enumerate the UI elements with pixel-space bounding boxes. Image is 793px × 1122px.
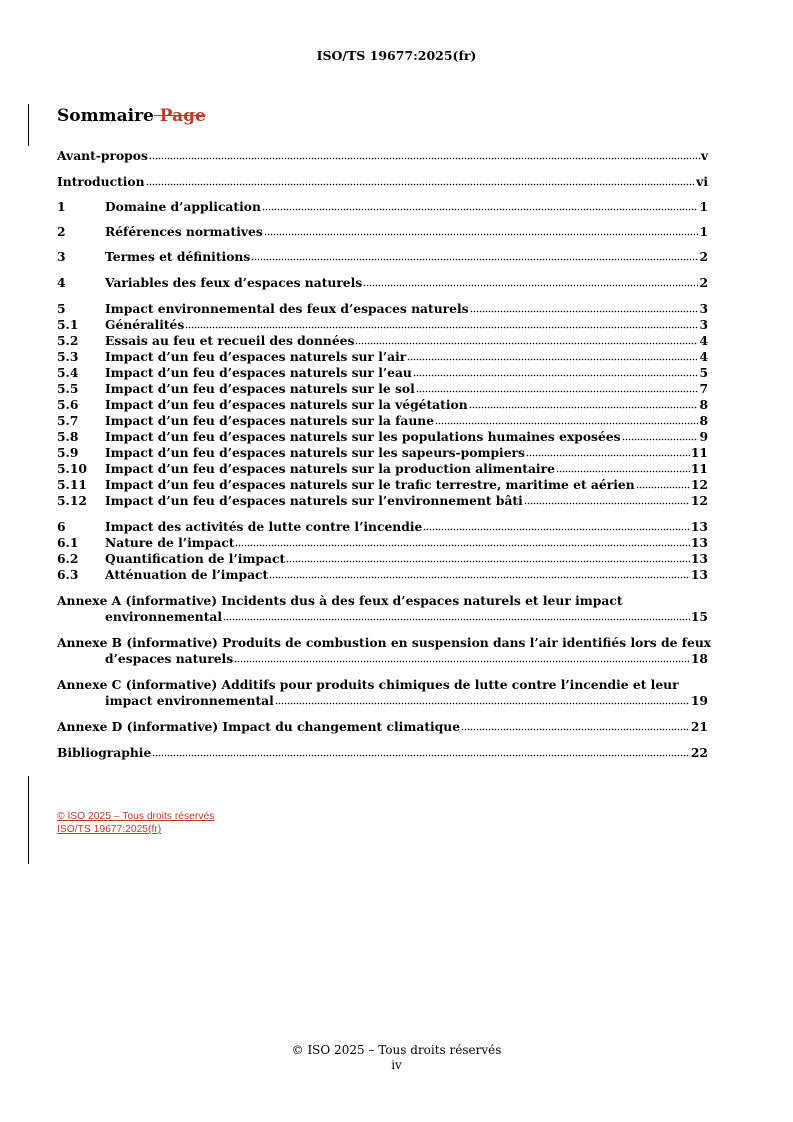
toc-entry-4[interactable]	[57, 275, 708, 291]
dot-leader	[526, 454, 690, 457]
toc-entry-6-1[interactable]	[57, 535, 708, 551]
dot-leader	[556, 470, 690, 473]
toc-entry-text: Impact d’un feu d’espaces naturels sur la faune	[105, 413, 435, 428]
toc-entry-5-5[interactable]	[57, 381, 708, 397]
toc-entry-text: Annexe D (informative) Impact du changement climatique	[57, 719, 461, 734]
toc-entry-text: Termes et définitions	[105, 249, 251, 264]
dot-leader	[235, 544, 689, 547]
dot-leader	[407, 358, 698, 361]
toc-entry-page: 2	[699, 275, 708, 290]
toc-entry-text: Annexe A (informative) Incidents dus à des feux d’espaces naturels et leur impact	[57, 593, 623, 608]
toc-entry-5-11[interactable]	[57, 477, 708, 493]
toc-entry-number: 2	[57, 224, 66, 239]
toc-entry-page: 13	[690, 567, 708, 582]
toc-entry-continuation	[57, 609, 708, 625]
toc-entry-text: Impact environnemental des feux d’espaces naturels	[105, 301, 469, 316]
toc-entry-page: 21	[690, 719, 708, 734]
toc-entry-6-3[interactable]	[57, 567, 708, 583]
dot-leader	[524, 502, 690, 505]
toc-entry-number: 5.9	[57, 445, 79, 460]
page-header: ISO/TS 19677:2025(fr)	[316, 48, 477, 63]
dot-leader	[264, 233, 699, 236]
dot-leader	[286, 560, 690, 563]
dot-leader	[269, 576, 690, 579]
toc-entry-5-8[interactable]	[57, 429, 708, 445]
toc-entry-page: vi	[696, 174, 708, 189]
toc-entry-5[interactable]	[57, 301, 708, 317]
document-id-link[interactable]: ISO/TS 19677:2025(fr)	[57, 824, 162, 835]
toc-entry-page: 18	[690, 651, 708, 666]
toc-entry-text: Introduction	[57, 174, 145, 189]
toc-entry-text: Annexe B (informative) Produits de combustion en suspension dans l’air identifiés lors de feux	[57, 635, 712, 650]
toc-entry-avant-propos[interactable]	[57, 148, 708, 164]
toc-entry-text: environnemental	[105, 609, 223, 624]
toc-entry-page: 3	[699, 317, 708, 332]
toc-entry-number: 1	[57, 199, 66, 214]
dot-leader	[275, 702, 690, 705]
footer-copyright: © ISO 2025 – Tous droits réservés	[291, 1043, 502, 1057]
toc-title	[57, 106, 206, 126]
toc-entry-annex-c[interactable]	[57, 677, 708, 709]
dot-leader	[470, 310, 699, 313]
dot-leader	[423, 528, 690, 531]
toc-entry-page: 12	[690, 493, 708, 508]
toc-entry-annex-b[interactable]	[57, 635, 712, 667]
toc-entry-page: 7	[699, 381, 708, 396]
toc-entry-number: 5.10	[57, 461, 87, 476]
toc-entry-5-9[interactable]	[57, 445, 708, 461]
toc-entry-page: 8	[699, 413, 708, 428]
dot-leader	[622, 438, 699, 441]
toc-entry-annex-a[interactable]	[57, 593, 708, 625]
toc-entry-page: 11	[690, 445, 708, 460]
toc-entry-5-12[interactable]	[57, 493, 708, 509]
toc-entry-3[interactable]	[57, 249, 708, 265]
toc-entry-text: Avant-propos	[57, 148, 148, 163]
toc-entry-5-10[interactable]	[57, 461, 708, 477]
toc-entry-text: Bibliographie	[57, 745, 152, 760]
toc-entry-number: 5.1	[57, 317, 79, 332]
toc-entry-1[interactable]	[57, 199, 708, 215]
toc-entry-text: Impact d’un feu d’espaces naturels sur l’air	[105, 349, 407, 364]
toc-entry-page: 19	[690, 693, 708, 708]
toc-entry-page: 3	[699, 301, 708, 316]
toc-entry-page: 13	[690, 551, 708, 566]
toc-entry-5-4[interactable]	[57, 365, 708, 381]
toc-entry-text: Impact d’un feu d’espaces naturels sur le sol	[105, 381, 415, 396]
toc-entry-6[interactable]	[57, 519, 708, 535]
toc-entry-introduction[interactable]	[57, 174, 708, 190]
page-footer	[0, 1043, 793, 1073]
toc-entry-page: 9	[699, 429, 708, 444]
dot-leader	[262, 208, 699, 211]
change-bar	[28, 104, 29, 146]
toc-entry-number: 5	[57, 301, 66, 316]
toc-entry-number: 6.1	[57, 535, 79, 550]
toc-entry-continuation	[57, 651, 708, 667]
toc-entry-page: 13	[690, 535, 708, 550]
toc-entry-5-1[interactable]	[57, 317, 708, 333]
toc-entry-text: impact environnemental	[105, 693, 274, 708]
dot-leader	[234, 660, 690, 663]
dot-leader	[461, 728, 690, 731]
toc-entry-number: 5.5	[57, 381, 79, 396]
toc-entry-text: Nature de l’impact	[105, 535, 235, 550]
toc-entry-number: 5.4	[57, 365, 79, 380]
toc-entry-5-6[interactable]	[57, 397, 708, 413]
toc-entry-text: Impact d’un feu d’espaces naturels sur les populations humaines exposées	[105, 429, 621, 444]
toc-entry-2[interactable]	[57, 224, 708, 240]
toc-entry-number: 3	[57, 249, 66, 264]
toc-entry-number: 6.2	[57, 551, 79, 566]
toc-entry-text: Références normatives	[105, 224, 263, 239]
toc-entry-page: 1	[699, 199, 708, 214]
toc-entry-number: 4	[57, 275, 66, 290]
dot-leader	[149, 157, 700, 160]
dot-leader	[251, 258, 698, 261]
dot-leader	[146, 183, 696, 186]
toc-entry-number: 5.11	[57, 477, 87, 492]
toc-entry-text: Essais au feu et recueil des données	[105, 333, 355, 348]
toc-entry-5-7[interactable]	[57, 413, 708, 429]
toc-entry-number: 5.7	[57, 413, 79, 428]
toc-title-label: Sommaire	[57, 106, 154, 126]
toc-entry-text: Impact d’un feu d’espaces naturels sur la production alimentaire	[105, 461, 555, 476]
dot-leader	[636, 486, 690, 489]
toc-entry-6-2[interactable]	[57, 551, 708, 567]
dot-leader	[152, 754, 690, 757]
toc-entry-text: Impact d’un feu d’espaces naturels sur le trafic terrestre, maritime et aérien	[105, 477, 635, 492]
change-bar	[28, 776, 29, 864]
toc-entry-text: Annexe C (informative) Additifs pour produits chimiques de lutte contre l’incendie et leur	[57, 677, 679, 692]
toc-entry-number: 5.6	[57, 397, 79, 412]
toc-title-struck-page: Page	[153, 106, 206, 126]
page-number: iv	[391, 1058, 402, 1072]
toc-entry-number: 5.8	[57, 429, 79, 444]
toc-entry-text: Impact d’un feu d’espaces naturels sur les sapeurs-pompiers	[105, 445, 525, 460]
toc-entry-continuation	[57, 693, 708, 709]
toc-entry-text: d’espaces naturels	[105, 651, 234, 666]
table-of-contents	[57, 148, 712, 761]
dot-leader	[416, 390, 699, 393]
toc-entry-text: Généralités	[105, 317, 185, 332]
toc-entry-text: Impact d’un feu d’espaces naturels sur l’environnement bâti	[105, 493, 523, 508]
toc-entry-page: v	[700, 148, 708, 163]
toc-entry-text: Quantification de l’impact	[105, 551, 286, 566]
toc-entry-text: Impact d’un feu d’espaces naturels sur la végétation	[105, 397, 468, 412]
toc-entry-page: 11	[690, 461, 708, 476]
dot-leader	[363, 284, 698, 287]
toc-entry-5-3[interactable]	[57, 349, 708, 365]
toc-entry-page: 12	[690, 477, 708, 492]
dot-leader	[355, 342, 698, 345]
dot-leader	[469, 406, 699, 409]
toc-entry-number: 5.3	[57, 349, 79, 364]
toc-entry-5-2[interactable]	[57, 333, 708, 349]
toc-entry-page: 4	[699, 333, 708, 348]
toc-entry-page: 8	[699, 397, 708, 412]
dot-leader	[223, 618, 690, 621]
dot-leader	[435, 422, 698, 425]
toc-entry-annex-d[interactable]	[57, 719, 708, 735]
toc-entry-page: 13	[690, 519, 708, 534]
toc-entry-number: 6	[57, 519, 66, 534]
footer-links	[57, 810, 214, 836]
toc-entry-page: 22	[690, 745, 708, 760]
toc-entry-page: 2	[699, 249, 708, 264]
toc-entry-number: 5.12	[57, 493, 87, 508]
toc-entry-text: Domaine d’application	[105, 199, 261, 214]
toc-entry-number: 6.3	[57, 567, 79, 582]
toc-entry-bibliographie[interactable]	[57, 745, 708, 761]
toc-entry-text: Atténuation de l’impact	[105, 567, 269, 582]
toc-entry-text: Impact d’un feu d’espaces naturels sur l’eau	[105, 365, 412, 380]
toc-entry-page: 1	[699, 224, 708, 239]
toc-entry-text: Impact des activités de lutte contre l’incendie	[105, 519, 423, 534]
toc-entry-page: 15	[690, 609, 708, 624]
toc-entry-page: 4	[699, 349, 708, 364]
toc-entry-number: 5.2	[57, 333, 79, 348]
copyright-link[interactable]: © ISO 2025 – Tous droits réservés	[57, 811, 215, 822]
toc-entry-text: Variables des feux d’espaces naturels	[105, 275, 363, 290]
dot-leader	[185, 326, 698, 329]
dot-leader	[413, 374, 699, 377]
toc-entry-page: 5	[699, 365, 708, 380]
